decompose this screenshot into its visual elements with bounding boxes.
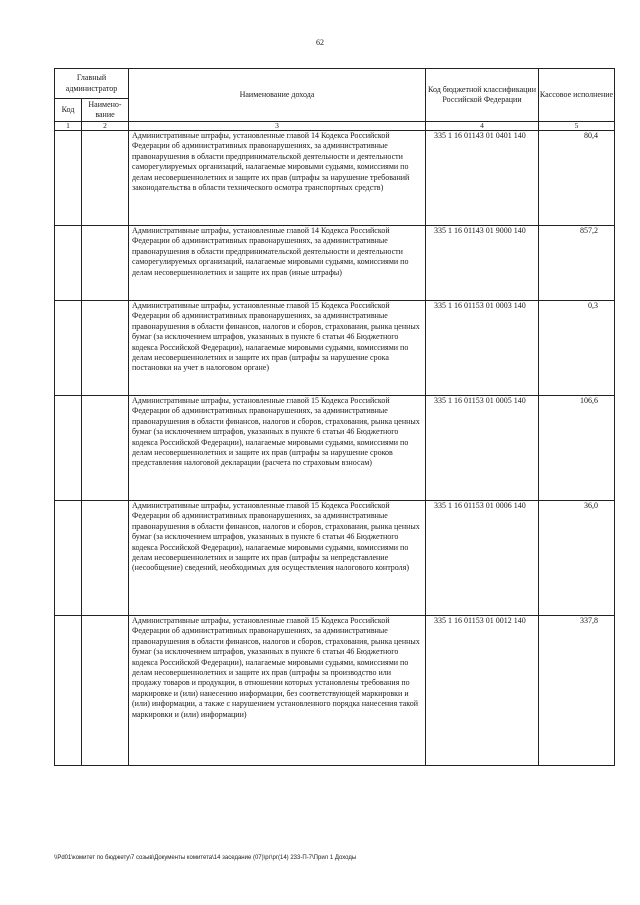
table-row [55,501,615,616]
column-number: 4 [426,122,539,131]
column-number: 2 [82,122,129,131]
column-number: 3 [129,122,426,131]
admin-code-cell [55,226,82,301]
header-main-admin: Главный администратор [55,69,129,99]
table-row [55,226,615,301]
column-number: 5 [539,122,615,131]
admin-name-cell [82,616,129,766]
header-bcc: Код бюджетной классификации Российской Федерации [426,69,539,122]
admin-name-cell [82,301,129,396]
page-number: 62 [316,38,324,47]
bcc-code-cell: 335 1 16 01153 01 0005 140 [426,396,539,501]
footer-file-path: \\Pd01\комитет по бюджету\7 созыв\Документы комитета\14 заседание (07)\рг\рг(14) 233-П-7\Прил 1 Доходы [54,855,357,861]
table-row [55,616,615,766]
income-name-cell: Административные штрафы, установленные главой 15 Кодекса Российской Федерации об административных правонарушениях, за административные правонарушения в области финансов, налогов и сборов, страхования, рынка ценных бумаг (за исключением штрафов, указанных в пункте 6 статьи 46 Бюджетного кодекса Российской Федерации), налагаемые мировыми судьями, комиссиями по делам несовершеннолетних и защите их прав (штрафы за нарушение сроков представления налоговой декларации (расчета по страховым взносам) [129,396,426,501]
table-row [55,301,615,396]
bcc-code-cell: 335 1 16 01153 01 0006 140 [426,501,539,616]
cash-execution-cell: 857,2 [539,226,615,301]
admin-code-cell [55,301,82,396]
income-name-cell: Административные штрафы, установленные главой 15 Кодекса Российской Федерации об административных правонарушениях, за административные правонарушения в области финансов, налогов и сборов, страхования, рынка ценных бумаг (за исключением штрафов, указанных в пункте 6 статьи 46 Бюджетного кодекса Российской Федерации), налагаемые мировыми судьями, комиссиями по делам несовершеннолетних и защите их прав (штрафы за производство или продажу товаров и продукции, в отношении которых установлены требования по маркировке и (или) нанесению информации, без соответствующей маркировки и (или) информации, а также с нарушением установленного порядка нанесения такой маркировки и (или) информации) [129,616,426,766]
header-income-name: Наименование дохода [129,69,426,122]
bcc-code-cell: 335 1 16 01143 01 9000 140 [426,226,539,301]
cash-execution-cell: 0,3 [539,301,615,396]
income-name-cell: Административные штрафы, установленные главой 15 Кодекса Российской Федерации об административных правонарушениях, за административные правонарушения в области финансов, налогов и сборов, страхования, рынка ценных бумаг (за исключением штрафов, указанных в пункте 6 статьи 46 Бюджетного кодекса Российской Федерации), налагаемые мировыми судьями, комиссиями по делам несовершеннолетних и защите их прав (штрафы за непредставление (несообщение) сведений, необходимых для осуществления налогового контроля) [129,501,426,616]
header-cash-execution: Кассовое исполнение [539,69,615,122]
cash-execution-cell: 80,4 [539,131,615,226]
income-name-cell: Административные штрафы, установленные главой 14 Кодекса Российской Федерации об административных правонарушениях, за административные правонарушения в области предпринимательской деятельности и деятельности саморегулируемых организаций, налагаемые мировыми судьями, комиссиями по делам несовершеннолетних и защите их прав (иные штрафы) [129,226,426,301]
admin-name-cell [82,501,129,616]
column-number: 1 [55,122,82,131]
table-row [55,131,615,226]
budget-income-table [54,68,615,766]
admin-name-cell [82,396,129,501]
table-row [55,396,615,501]
admin-code-cell [55,501,82,616]
income-name-cell: Административные штрафы, установленные главой 14 Кодекса Российской Федерации об административных правонарушениях, за административные правонарушения в области предпринимательской деятельности и деятельности саморегулируемых организаций, налагаемые мировыми судьями, комиссиями по делам несовершеннолетних и защите их прав (штрафы за нарушение требований законодательства в области технического осмотра транспортных средств) [129,131,426,226]
admin-name-cell [82,226,129,301]
cash-execution-cell: 36,0 [539,501,615,616]
bcc-code-cell: 335 1 16 01153 01 0003 140 [426,301,539,396]
bcc-code-cell: 335 1 16 01153 01 0012 140 [426,616,539,766]
header-code: Код [55,99,82,122]
admin-name-cell [82,131,129,226]
admin-code-cell [55,131,82,226]
bcc-code-cell: 335 1 16 01143 01 0401 140 [426,131,539,226]
admin-code-cell [55,396,82,501]
header-name-short: Наимено-вание [82,99,129,122]
cash-execution-cell: 106,6 [539,396,615,501]
income-name-cell: Административные штрафы, установленные главой 15 Кодекса Российской Федерации об административных правонарушениях, за административные правонарушения в области финансов, налогов и сборов, страхования, рынка ценных бумаг (за исключением штрафов, указанных в пункте 6 статьи 46 Бюджетного кодекса Российской Федерации), налагаемые мировыми судьями, комиссиями по делам несовершеннолетних и защите их прав (штрафы за нарушение срока постановки на учет в налоговом органе) [129,301,426,396]
admin-code-cell [55,616,82,766]
cash-execution-cell: 337,8 [539,616,615,766]
